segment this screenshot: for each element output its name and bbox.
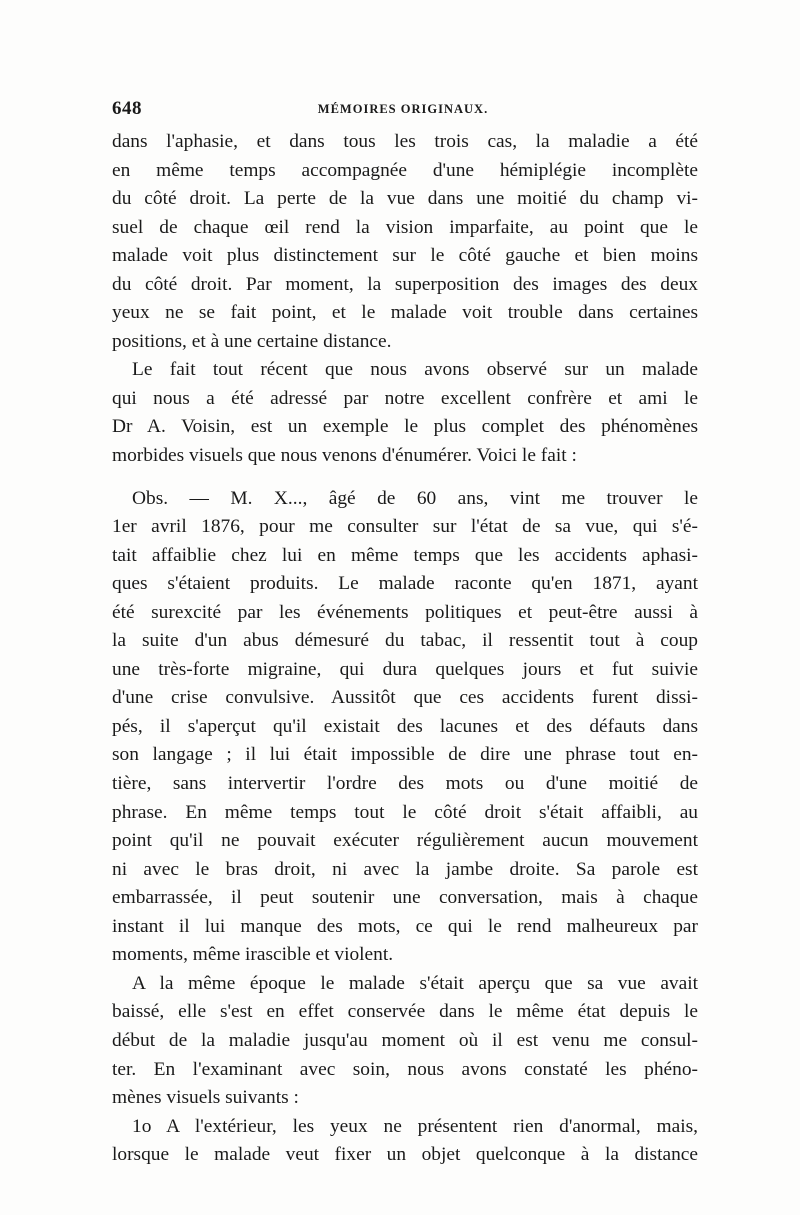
text-line: lorsque le malade veut fixer un objet quelconque à la distance xyxy=(112,1144,698,1166)
text-line: point qu'il ne pouvait exécuter régulièrement aucun mouvement xyxy=(112,830,698,852)
text-line: ter. En l'examinant avec soin, nous avons constaté les phéno- xyxy=(112,1058,698,1080)
text-line: positions, et à une certaine distance. xyxy=(112,330,392,352)
text-line: dans l'aphasie, et dans tous les trois cas, la maladie a été xyxy=(112,131,698,152)
text-line: été surexcité par les événements politiques et peut-être aussi à xyxy=(112,601,698,623)
text-line: en même temps accompagnée d'une hémiplégie incomplète xyxy=(112,159,698,181)
paragraph-5 xyxy=(112,1113,698,1170)
paragraph-4 xyxy=(112,970,698,1113)
text-line: suel de chaque œil rend la vision imparfaite, au point que le xyxy=(112,216,698,238)
text-line: la suite d'un abus démesuré du tabac, il ressentit tout à coup xyxy=(112,630,698,652)
text-line: embarrassée, il peut soutenir une conversation, mais à chaque xyxy=(112,887,698,909)
text-line: moments, même irascible et violent. xyxy=(112,944,394,966)
text-line: qui nous a été adressé par notre excellent confrère et ami le xyxy=(112,387,698,409)
text-line: du côté droit. La perte de la vue dans une moitié du champ vi- xyxy=(112,188,698,210)
text-line: yeux ne se fait point, et le malade voit trouble dans certaines xyxy=(112,302,698,324)
paragraph-observation xyxy=(112,485,698,970)
text-line: ques s'étaient produits. Le malade raconte qu'en 1871, ayant xyxy=(112,573,698,595)
text-line: 1o A l'extérieur, les yeux ne présentent rien d'anormal, mais, xyxy=(132,1115,698,1137)
text-line: phrase. En même temps tout le côté droit s'était affaibli, au xyxy=(112,801,698,823)
text-line: pés, il s'aperçut qu'il existait des lacunes et des défauts dans xyxy=(112,715,698,737)
text-line: instant il lui manque des mots, ce qui le rend malheureux par xyxy=(112,915,698,937)
text-line: début de la maladie jusqu'au moment où il est venu me consul- xyxy=(112,1029,698,1051)
paragraph-1 xyxy=(112,128,698,356)
text-line: Dr A. Voisin, est un exemple le plus complet des phénomènes xyxy=(112,416,698,438)
text-line: du côté droit. Par moment, la superposition des images des deux xyxy=(112,273,698,295)
text-line: tière, sans intervertir l'ordre des mots ou d'une moitié de xyxy=(112,773,698,795)
page-number: 648 xyxy=(112,98,142,119)
page-header xyxy=(112,98,694,128)
text-line: son langage ; il lui était impossible de dire une phrase tout en- xyxy=(112,744,698,766)
text-line: une très-forte migraine, qui dura quelques jours et fut suivie xyxy=(112,658,698,680)
text-line: baissé, elle s'est en effet conservée dans le même état depuis le xyxy=(112,1001,698,1023)
paragraph-2 xyxy=(112,356,698,470)
text-line: malade voit plus distinctement sur le côté gauche et bien moins xyxy=(112,245,698,267)
text-line: 1er avril 1876, pour me consulter sur l'état de sa vue, qui s'é- xyxy=(112,516,698,538)
text-line: Le fait tout récent que nous avons observé sur un malade xyxy=(132,359,698,381)
running-title: MÉMOIRES ORIGINAUX. xyxy=(317,102,489,116)
body-text xyxy=(112,128,698,1170)
text-line: mènes visuels suivants : xyxy=(112,1087,299,1109)
paragraph-gap xyxy=(112,471,698,485)
text-line: ni avec le bras droit, ni avec la jambe droite. Sa parole est xyxy=(112,858,698,880)
text-line: morbides visuels que nous venons d'énumérer. Voici le fait : xyxy=(112,445,577,467)
text-line: A la même époque le malade s'était aperçu que sa vue avait xyxy=(132,972,698,994)
text-line: Obs. — M. X..., âgé de 60 ans, vint me trouver le xyxy=(132,487,698,509)
text-line: d'une crise convulsive. Aussitôt que ces accidents furent dissi- xyxy=(112,687,698,709)
text-line: tait affaiblie chez lui en même temps que les accidents aphasi- xyxy=(112,544,698,566)
